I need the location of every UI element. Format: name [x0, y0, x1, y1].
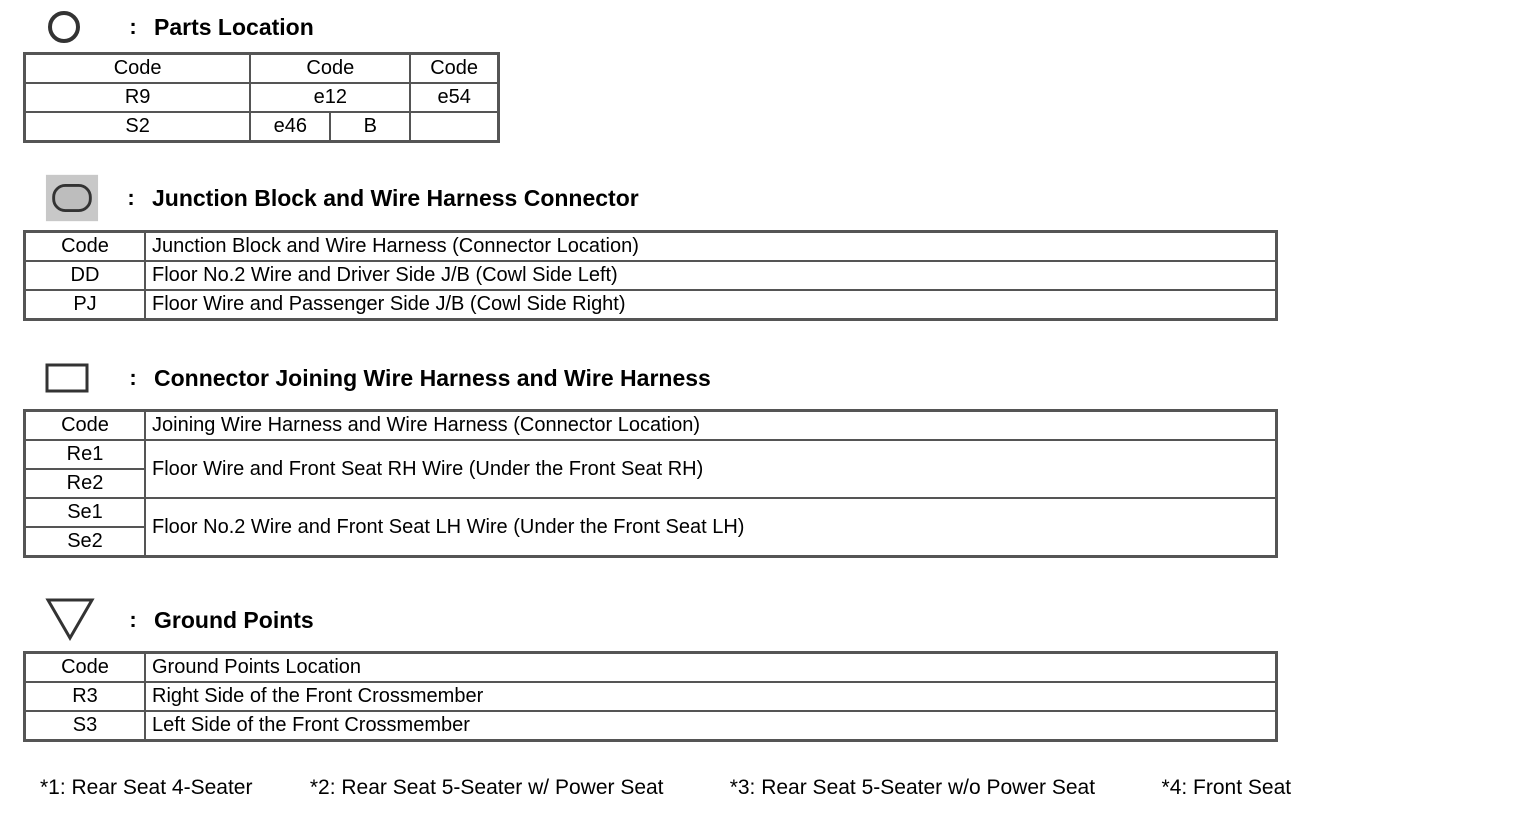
- table-cell: Left Side of the Front Crossmember: [145, 711, 1277, 741]
- table-row: [25, 290, 1277, 320]
- table-cell: R9: [25, 83, 251, 112]
- table-cell: e46: [250, 112, 330, 142]
- rectangle-icon: [44, 358, 100, 398]
- table-cell: Floor Wire and Front Seat RH Wire (Under the Front Seat RH): [145, 440, 1277, 498]
- connector-joining-heading: [44, 358, 711, 398]
- table-cell: PJ: [25, 290, 146, 320]
- ground-points-heading: [44, 600, 314, 640]
- separator-colon: :: [129, 607, 137, 632]
- footnote: *1: Rear Seat 4-Seater: [40, 776, 253, 799]
- table-cell: S2: [25, 112, 251, 142]
- table-header: Junction Block and Wire Harness (Connector Location): [145, 232, 1277, 262]
- separator-colon: :: [127, 185, 135, 210]
- table-cell: [410, 112, 498, 142]
- table-header: Code: [25, 54, 251, 84]
- parts-location-heading: [44, 7, 314, 47]
- footnote: *4: Front Seat: [1161, 776, 1292, 799]
- table-cell: DD: [25, 261, 146, 290]
- table-header: Ground Points Location: [145, 653, 1277, 683]
- table-row: [25, 112, 499, 142]
- triangle-down-icon: [44, 600, 100, 640]
- table-header: Code: [25, 411, 146, 441]
- table-cell: Floor Wire and Passenger Side J/B (Cowl Side Right): [145, 290, 1277, 320]
- table-cell: e12: [250, 83, 410, 112]
- circle-icon: [44, 7, 100, 47]
- table-cell: Floor No.2 Wire and Front Seat LH Wire (Under the Front Seat LH): [145, 498, 1277, 557]
- junction-block-heading: [44, 178, 639, 218]
- separator-colon: :: [129, 14, 137, 39]
- table-header-row: [25, 411, 1277, 441]
- table-header-row: [25, 232, 1277, 262]
- table-header: Code: [25, 653, 146, 683]
- section-title: Ground Points: [154, 606, 314, 633]
- section-title: Connector Joining Wire Harness and Wire Harness: [154, 364, 711, 391]
- footnotes: [40, 776, 1291, 800]
- table-cell: Re1: [25, 440, 146, 469]
- table-row: [25, 261, 1277, 290]
- table-row: [25, 440, 1277, 469]
- footnote: *3: Rear Seat 5-Seater w/o Power Seat: [729, 776, 1096, 799]
- parts-location-table: [23, 52, 500, 143]
- table-cell: S3: [25, 711, 146, 741]
- section-title: Junction Block and Wire Harness Connector: [152, 184, 639, 211]
- table-header: Code: [410, 54, 498, 84]
- table-row: [25, 498, 1277, 527]
- table-cell: e54: [410, 83, 498, 112]
- table-header: Code: [25, 232, 146, 262]
- table-cell: B: [330, 112, 410, 142]
- table-row: [25, 83, 499, 112]
- table-header: Joining Wire Harness and Wire Harness (Connector Location): [145, 411, 1277, 441]
- table-row: [25, 682, 1277, 711]
- table-header-row: [25, 653, 1277, 683]
- table-row: [25, 711, 1277, 741]
- separator-colon: :: [129, 365, 137, 390]
- rounded-filled-rectangle-icon: [44, 178, 100, 218]
- connector-joining-table: [23, 409, 1278, 558]
- table-cell: R3: [25, 682, 146, 711]
- table-cell: Se1: [25, 498, 146, 527]
- footnote: *2: Rear Seat 5-Seater w/ Power Seat: [309, 776, 664, 799]
- junction-block-table: [23, 230, 1278, 321]
- section-title: Parts Location: [154, 13, 314, 40]
- table-header: Code: [250, 54, 410, 84]
- table-cell: Right Side of the Front Crossmember: [145, 682, 1277, 711]
- table-cell: Se2: [25, 527, 146, 557]
- table-cell: Floor No.2 Wire and Driver Side J/B (Cowl Side Left): [145, 261, 1277, 290]
- ground-points-table: [23, 651, 1278, 742]
- table-header-row: [25, 54, 499, 84]
- table-cell: Re2: [25, 469, 146, 498]
